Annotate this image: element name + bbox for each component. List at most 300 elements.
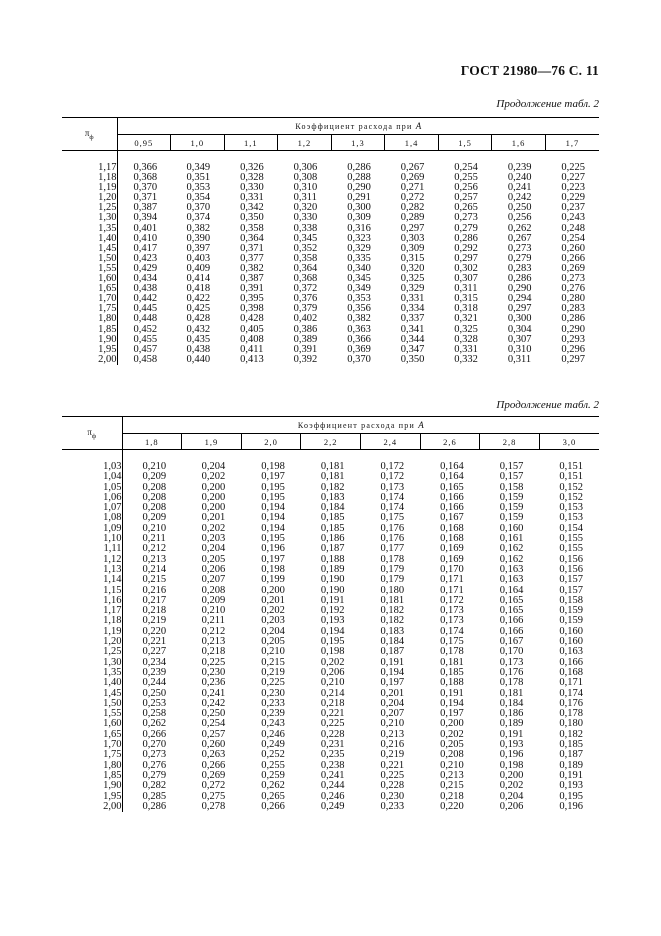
coefficient-value: 0,218: [440, 790, 464, 802]
table-row: [62, 678, 599, 688]
pi-value: 1,80: [62, 761, 122, 771]
coefficient-value: 0,171: [559, 677, 583, 689]
coefficient-value: 0,337: [400, 313, 425, 325]
coefficient-value: 0,183: [380, 625, 405, 637]
coefficient-value: 0,184: [320, 502, 345, 514]
coefficient-value: 0,293: [561, 333, 585, 345]
coefficient-value: 0,266: [142, 728, 167, 740]
coefficient-value: 0,185: [320, 512, 345, 524]
coefficient-value: 0,395: [240, 293, 264, 305]
coefficient-value: 0,210: [440, 759, 464, 771]
coefficient-value: 0,204: [499, 790, 524, 802]
coefficient-value: 0,208: [201, 584, 226, 596]
coefficient-value: 0,272: [400, 192, 425, 204]
coefficient-value: 0,221: [380, 759, 405, 771]
coefficient-value: 0,204: [261, 625, 285, 637]
coefficient-value: 0,215: [142, 574, 167, 586]
coefficient-value: 0,311: [293, 192, 317, 204]
coefficient-value: 0,218: [201, 646, 226, 658]
coefficient-value: 0,168: [559, 666, 583, 678]
coefficient-value: 0,448: [133, 313, 158, 325]
coefficient-value: 0,279: [142, 769, 167, 781]
coefficient-value: 0,198: [499, 759, 524, 771]
pi-value: 1,65: [62, 730, 122, 740]
coefficient-value: 0,438: [186, 343, 211, 355]
coefficient-value: 0,411: [240, 343, 264, 355]
coefficient-value: 0,294: [507, 293, 532, 305]
coefficient-value: 0,228: [320, 728, 345, 740]
coefficient-value: 0,178: [499, 677, 524, 689]
coefficient-value: 0,161: [499, 533, 524, 545]
coefficient-value: 0,163: [559, 646, 583, 658]
group-header-variable: A: [415, 121, 422, 131]
column-header: 2,0: [241, 434, 301, 450]
coefficient-value: 0,166: [559, 656, 583, 668]
coefficient-value: 0,176: [499, 666, 524, 678]
coefficient-value: 0,286: [507, 273, 532, 285]
coefficient-value: 0,185: [440, 666, 464, 678]
coefficient-value: 0,200: [201, 481, 226, 493]
coefficient-value: 0,455: [133, 333, 158, 345]
coefficient-value: 0,242: [507, 192, 532, 204]
coefficient-value: 0,368: [133, 172, 158, 184]
coefficient-value: 0,200: [201, 502, 226, 514]
coefficient-value: 0,215: [261, 656, 285, 668]
coefficient-value: 0,171: [440, 584, 464, 596]
coefficient-value: 0,369: [347, 343, 371, 355]
coefficient-value: 0,331: [400, 293, 425, 305]
coefficient-value: 0,372: [293, 283, 318, 295]
coefficient-value: 0,174: [440, 625, 464, 637]
coefficient-value: 0,193: [320, 615, 345, 627]
coefficient-value: 0,210: [142, 522, 167, 534]
coefficient-value: 0,438: [133, 283, 158, 295]
coefficient-value: 0,342: [240, 202, 264, 214]
pi-value: 1,15: [62, 586, 122, 596]
coefficient-value: 0,202: [440, 728, 464, 740]
coefficient-value: 0,374: [186, 212, 211, 224]
coefficient-value: 0,172: [440, 594, 464, 606]
coefficient-value: 0,258: [142, 708, 167, 720]
column-header: 1,6: [492, 135, 546, 151]
coefficient-value: 0,207: [380, 708, 405, 720]
coefficient-value: 0,156: [559, 553, 583, 565]
coefficient-value: 0,208: [440, 749, 464, 761]
coefficient-value: 0,387: [133, 202, 158, 214]
coefficient-value: 0,236: [201, 677, 226, 689]
coefficient-value: 0,213: [380, 728, 405, 740]
coefficient-value: 0,223: [561, 182, 585, 194]
coefficient-value: 0,244: [142, 677, 167, 689]
coefficient-value: 0,192: [320, 605, 345, 617]
coefficient-value: 0,370: [186, 202, 211, 214]
coefficient-value: 0,177: [380, 543, 405, 555]
pi-value: 1,85: [62, 325, 117, 335]
pi-value: 1,12: [62, 555, 122, 565]
coefficient-value: 0,211: [201, 615, 225, 627]
coefficient-value: 0,331: [240, 192, 264, 204]
coefficient-value: 0,220: [142, 625, 167, 637]
coefficient-value: 0,328: [240, 172, 264, 184]
coefficient-value: 0,197: [380, 677, 405, 689]
coefficient-value: 0,330: [293, 212, 318, 224]
coefficient-value: 0,307: [507, 333, 532, 345]
pi-subscript: ф: [91, 432, 97, 440]
coefficient-value: 0,181: [499, 687, 524, 699]
coefficient-value: 0,197: [261, 471, 285, 483]
coefficient-value: 0,152: [559, 491, 583, 503]
coefficient-value: 0,225: [380, 769, 405, 781]
coefficient-value: 0,187: [320, 543, 345, 555]
coefficient-value: 0,371: [240, 242, 264, 254]
coefficient-value: 0,206: [499, 800, 524, 812]
coefficient-value: 0,370: [133, 182, 158, 194]
coefficient-value: 0,414: [186, 273, 211, 285]
coefficient-value: 0,239: [142, 666, 167, 678]
coefficient-value: 0,423: [133, 252, 158, 264]
coefficient-value: 0,220: [440, 800, 464, 812]
coefficient-value: 0,239: [507, 162, 532, 173]
coefficient-value: 0,210: [261, 646, 285, 658]
column-header: 1,2: [278, 135, 332, 151]
coefficient-value: 0,303: [400, 232, 425, 244]
coefficient-value: 0,165: [440, 481, 464, 493]
coefficient-value: 0,273: [142, 749, 167, 761]
coefficient-value: 0,244: [320, 780, 345, 792]
pi-value: 1,30: [62, 658, 122, 668]
pi-value: 1,60: [62, 274, 117, 284]
coefficient-value: 0,206: [201, 563, 226, 575]
coefficient-value: 0,200: [201, 491, 226, 503]
coefficient-value: 0,457: [133, 343, 158, 355]
coefficient-value: 0,241: [320, 769, 345, 781]
coefficient-value: 0,173: [440, 605, 464, 617]
coefficient-value: 0,311: [454, 283, 478, 295]
coefficient-value: 0,164: [440, 471, 464, 483]
group-header: [122, 417, 599, 434]
pi-value: 1,75: [62, 750, 122, 760]
coefficient-value: 0,257: [201, 728, 226, 740]
coefficient-value: 0,159: [499, 491, 524, 503]
coefficient-value: 0,271: [400, 182, 425, 194]
coefficient-value: 0,210: [380, 718, 405, 730]
coefficient-value: 0,267: [507, 232, 532, 244]
pi-value: 1,20: [62, 637, 122, 647]
coefficient-value: 0,207: [201, 574, 226, 586]
coefficient-value: 0,320: [400, 262, 425, 274]
group-header-label: Коэффициент расхода при: [297, 421, 415, 430]
coefficient-value: 0,398: [240, 303, 264, 315]
coefficient-value: 0,185: [320, 522, 345, 534]
pi-value: 1,30: [62, 213, 117, 223]
coefficient-value: 0,316: [347, 222, 371, 234]
pi-value: 1,09: [62, 524, 122, 534]
coefficient-value: 0,213: [440, 769, 464, 781]
coefficient-value: 0,283: [561, 303, 585, 315]
pi-value: 1,90: [62, 781, 122, 791]
coefficient-value: 0,270: [142, 739, 167, 751]
coefficient-value: 0,234: [142, 656, 167, 668]
coefficient-value: 0,266: [201, 759, 226, 771]
coefficient-value: 0,216: [380, 739, 405, 751]
coefficient-value: 0,331: [454, 343, 478, 355]
coefficient-value: 0,214: [142, 563, 167, 575]
coefficient-value: 0,235: [320, 749, 345, 761]
coefficient-value: 0,202: [201, 522, 226, 534]
column-header: 1,0: [171, 135, 225, 151]
coefficient-value: 0,189: [499, 718, 524, 730]
table-row: [62, 355, 599, 365]
coefficient-value: 0,390: [186, 232, 211, 244]
coefficient-value: 0,217: [142, 594, 167, 606]
coefficient-value: 0,254: [561, 232, 585, 244]
coefficient-value: 0,279: [507, 252, 532, 264]
pi-value: 1,65: [62, 284, 117, 294]
coefficient-value: 0,159: [499, 502, 524, 514]
coefficient-value: 0,180: [559, 718, 583, 730]
coefficient-value: 0,187: [559, 749, 583, 761]
coefficient-value: 0,230: [201, 666, 226, 678]
coefficient-value: 0,377: [240, 252, 264, 264]
coefficient-value: 0,186: [499, 708, 524, 720]
coefficient-value: 0,201: [380, 687, 405, 699]
coefficient-value: 0,218: [142, 605, 167, 617]
coefficient-value: 0,405: [240, 323, 264, 335]
pi-subscript: ф: [89, 133, 94, 141]
coefficient-value: 0,256: [454, 182, 478, 194]
coefficient-value: 0,211: [142, 533, 166, 545]
coefficient-value: 0,166: [440, 502, 464, 514]
coefficient-value: 0,256: [507, 212, 532, 224]
coefficient-value: 0,174: [380, 502, 405, 514]
coefficient-value: 0,185: [559, 739, 583, 751]
coefficient-value: 0,233: [261, 697, 285, 709]
coefficient-value: 0,392: [293, 353, 318, 365]
coefficient-value: 0,289: [400, 212, 425, 224]
coefficient-value: 0,196: [499, 749, 524, 761]
coefficient-value: 0,181: [320, 471, 345, 483]
coefficient-value: 0,364: [293, 262, 318, 274]
coefficient-value: 0,230: [380, 790, 405, 802]
coefficient-value: 0,329: [400, 283, 425, 295]
coefficient-value: 0,422: [186, 293, 211, 305]
column-header: 0,95: [117, 135, 171, 151]
coefficient-value: 0,290: [347, 182, 371, 194]
coefficient-value: 0,174: [559, 687, 583, 699]
pi-value: 1,17: [62, 606, 122, 616]
coefficient-value: 0,158: [559, 594, 583, 606]
coefficient-value: 0,209: [142, 512, 167, 524]
pi-value: 1,75: [62, 304, 117, 314]
coefficient-value: 0,189: [320, 563, 345, 575]
coefficient-value: 0,335: [347, 252, 371, 264]
coefficient-value: 0,205: [201, 553, 226, 565]
coefficient-value: 0,204: [201, 461, 226, 472]
coefficient-value: 0,241: [507, 182, 532, 194]
coefficient-value: 0,323: [347, 232, 371, 244]
coefficient-value: 0,279: [454, 222, 478, 234]
coefficient-value: 0,172: [380, 471, 405, 483]
coefficient-value: 0,163: [499, 563, 524, 575]
pi-value: 1,55: [62, 709, 122, 719]
coefficient-value: 0,440: [186, 353, 211, 365]
coefficient-value: 0,328: [454, 333, 478, 345]
coefficient-value: 0,160: [559, 625, 583, 637]
coefficient-value: 0,353: [347, 293, 371, 305]
page-header: ГОСТ 21980—76 С. 11: [460, 63, 599, 78]
coefficient-value: 0,186: [320, 533, 345, 545]
coefficient-value: 0,175: [380, 512, 405, 524]
flow-coefficient-table-2: [62, 416, 599, 812]
coefficient-value: 0,182: [320, 481, 345, 493]
coefficient-value: 0,291: [347, 192, 371, 204]
coefficient-value: 0,219: [261, 666, 285, 678]
coefficient-value: 0,170: [499, 646, 524, 658]
coefficient-value: 0,191: [320, 594, 345, 606]
column-header: 2,6: [420, 434, 480, 450]
coefficient-value: 0,254: [454, 162, 478, 173]
coefficient-value: 0,197: [440, 708, 464, 720]
coefficient-value: 0,434: [133, 273, 158, 285]
coefficient-value: 0,379: [293, 303, 318, 315]
coefficient-value: 0,246: [261, 728, 285, 740]
coefficient-value: 0,205: [440, 739, 464, 751]
coefficient-value: 0,195: [261, 481, 285, 493]
coefficient-value: 0,321: [454, 313, 478, 325]
pi-header: [62, 417, 122, 450]
coefficient-value: 0,297: [454, 252, 478, 264]
coefficient-value: 0,250: [201, 708, 226, 720]
coefficient-value: 0,231: [320, 739, 345, 751]
coefficient-value: 0,266: [561, 252, 585, 264]
coefficient-value: 0,188: [320, 553, 345, 565]
pi-value: 1,35: [62, 668, 122, 678]
coefficient-value: 0,173: [440, 615, 464, 627]
coefficient-value: 0,173: [380, 481, 405, 493]
table2-continuation-label: Продолжение табл. 2: [496, 399, 599, 411]
coefficient-value: 0,201: [201, 512, 226, 524]
coefficient-value: 0,288: [347, 172, 371, 184]
coefficient-value: 0,366: [347, 333, 371, 345]
coefficient-value: 0,181: [320, 461, 345, 472]
pi-value: 1,08: [62, 513, 122, 523]
coefficient-value: 0,176: [380, 533, 405, 545]
coefficient-value: 0,166: [440, 491, 464, 503]
group-header: [117, 118, 599, 135]
coefficient-value: 0,196: [261, 543, 285, 555]
coefficient-value: 0,202: [499, 780, 524, 792]
coefficient-value: 0,201: [261, 594, 285, 606]
pi-value: 1,45: [62, 689, 122, 699]
coefficient-value: 0,410: [133, 232, 158, 244]
pi-value: 1,50: [62, 699, 122, 709]
coefficient-value: 0,309: [400, 242, 425, 254]
coefficient-value: 0,253: [142, 697, 167, 709]
coefficient-value: 0,176: [380, 522, 405, 534]
coefficient-value: 0,157: [559, 584, 583, 596]
coefficient-value: 0,165: [499, 594, 524, 606]
coefficient-value: 0,219: [142, 615, 167, 627]
coefficient-value: 0,194: [261, 522, 285, 534]
pi-value: 1,90: [62, 335, 117, 345]
coefficient-value: 0,255: [261, 759, 285, 771]
coefficient-value: 0,350: [240, 212, 264, 224]
coefficient-value: 0,285: [142, 790, 167, 802]
column-header: 1,8: [122, 434, 182, 450]
coefficient-value: 0,310: [507, 343, 532, 355]
coefficient-value: 0,260: [561, 242, 585, 254]
coefficient-value: 0,243: [561, 212, 585, 224]
coefficient-value: 0,257: [454, 192, 478, 204]
coefficient-value: 0,306: [293, 162, 318, 173]
coefficient-value: 0,191: [380, 656, 405, 668]
column-header: 2,8: [480, 434, 540, 450]
pi-value: 1,13: [62, 565, 122, 575]
coefficient-value: 0,282: [400, 202, 425, 214]
coefficient-value: 0,262: [261, 780, 285, 792]
coefficient-value: 0,259: [261, 769, 285, 781]
pi-value: 1,85: [62, 771, 122, 781]
coefficient-value: 0,311: [507, 353, 532, 365]
coefficient-value: 0,198: [261, 461, 285, 472]
coefficient-value: 0,158: [499, 481, 524, 493]
coefficient-value: 0,286: [561, 313, 585, 325]
coefficient-value: 0,182: [380, 605, 405, 617]
coefficient-value: 0,325: [454, 323, 478, 335]
coefficient-value: 0,155: [559, 543, 583, 555]
coefficient-value: 0,249: [261, 739, 285, 751]
coefficient-value: 0,166: [499, 615, 524, 627]
coefficient-value: 0,418: [186, 283, 211, 295]
flow-coefficient-table-1: [62, 117, 599, 365]
pi-value: 1,11: [62, 544, 122, 554]
coefficient-value: 0,162: [499, 543, 524, 555]
coefficient-value: 0,179: [380, 563, 405, 575]
coefficient-value: 0,165: [499, 605, 524, 617]
coefficient-value: 0,237: [561, 202, 585, 214]
coefficient-value: 0,286: [347, 162, 371, 173]
coefficient-value: 0,338: [293, 222, 318, 234]
coefficient-value: 0,167: [440, 512, 464, 524]
group-header-label: Коэффициент расхода при: [295, 122, 413, 131]
coefficient-value: 0,221: [142, 636, 167, 648]
coefficient-value: 0,417: [133, 242, 158, 254]
coefficient-value: 0,160: [499, 522, 524, 534]
pi-value: 1,03: [62, 462, 122, 472]
coefficient-value: 0,309: [347, 212, 371, 224]
coefficient-value: 0,208: [142, 502, 167, 514]
coefficient-value: 0,184: [499, 697, 524, 709]
coefficient-value: 0,286: [142, 800, 167, 812]
coefficient-value: 0,356: [347, 303, 371, 315]
coefficient-value: 0,225: [320, 718, 345, 730]
coefficient-value: 0,168: [440, 533, 464, 545]
pi-header: [62, 118, 117, 151]
coefficient-value: 0,233: [380, 800, 405, 812]
pi-value: 1,18: [62, 173, 117, 183]
coefficient-value: 0,292: [454, 242, 478, 254]
coefficient-value: 0,194: [320, 625, 345, 637]
coefficient-value: 0,159: [559, 615, 583, 627]
coefficient-value: 0,208: [142, 491, 167, 503]
coefficient-value: 0,188: [440, 677, 464, 689]
coefficient-value: 0,283: [507, 262, 532, 274]
coefficient-value: 0,200: [440, 718, 464, 730]
pi-value: 1,18: [62, 616, 122, 626]
coefficient-value: 0,300: [507, 313, 532, 325]
coefficient-value: 0,363: [347, 323, 371, 335]
coefficient-value: 0,167: [499, 636, 524, 648]
